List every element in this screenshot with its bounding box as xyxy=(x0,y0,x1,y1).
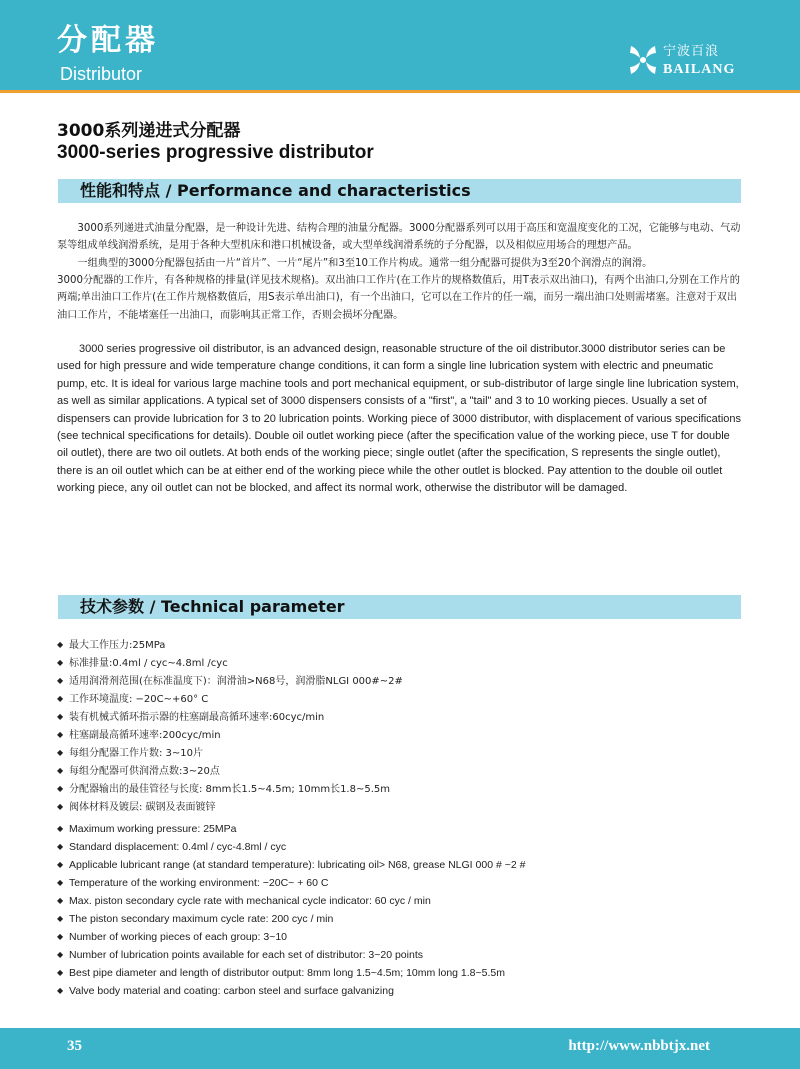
diamond-bullet-icon: ◆ xyxy=(57,968,64,977)
list-item: ◆ Number of working pieces of each group: 3~10 xyxy=(57,928,525,946)
section-heading-text: 性能和特点 / Performance and characteristics xyxy=(80,181,471,200)
logo-text-en: BAILANG xyxy=(663,62,736,77)
website-link[interactable]: http://www.nbbtjx.net xyxy=(568,1038,710,1054)
list-item: ◆ The piston secondary maximum cycle rate: 200 cyc / min xyxy=(57,910,525,928)
diamond-bullet-icon: ◆ xyxy=(57,766,64,775)
diamond-bullet-icon: ◆ xyxy=(57,802,64,811)
parameter-list-en xyxy=(57,820,525,1000)
list-item: ◆ Standard displacement: 0.4ml / cyc-4.8ml / cyc xyxy=(57,838,525,856)
list-item: ◆ 适用润滑剂范围(在标准温度下)：润滑油>N68号，润滑脂NLGI 000#~2# xyxy=(57,672,403,690)
description-cn-para-2: 一组典型的3000分配器包括由一片“首片”、一片“尾片”和3至10工作片构成。通常一组分配器可提供为3至20个润滑点的润滑。 xyxy=(77,258,653,269)
diamond-bullet-icon: ◆ xyxy=(57,712,64,721)
diamond-bullet-icon: ◆ xyxy=(57,932,64,941)
diamond-bullet-icon: ◆ xyxy=(57,896,64,905)
page-number: 35 xyxy=(67,1038,82,1054)
list-item: ◆ Number of lubrication points available for each set of distributor: 3~20 points xyxy=(57,946,525,964)
section-heading-performance xyxy=(58,179,741,203)
diamond-bullet-icon: ◆ xyxy=(57,986,64,995)
diamond-bullet-icon: ◆ xyxy=(57,748,64,757)
list-item: ◆ Maximum working pressure: 25MPa xyxy=(57,820,525,838)
page-header xyxy=(0,0,800,90)
diamond-bullet-icon: ◆ xyxy=(57,676,64,685)
list-item: ◆ 阀体材料及镀层: 碳钢及表面镀锌 xyxy=(57,798,403,816)
list-item: ◆ 工作环境温度: −20C~+60° C xyxy=(57,690,403,708)
list-item: ◆ 柱塞副最高循环速率:200cyc/min xyxy=(57,726,403,744)
page-footer xyxy=(0,1028,800,1069)
list-item: ◆ Valve body material and coating: carbon steel and surface galvanizing xyxy=(57,982,525,1000)
list-item: ◆ Applicable lubricant range (at standard temperature): lubricating oil> N68, grease NLGI 000 # ~2 # xyxy=(57,856,525,874)
diamond-bullet-icon: ◆ xyxy=(57,914,64,923)
section-heading-text: 技术参数 / Technical parameter xyxy=(80,597,345,616)
list-item: ◆ Max. piston secondary cycle rate with mechanical cycle indicator: 60 cyc / min xyxy=(57,892,525,910)
list-item: ◆ 每组分配器工作片数: 3~10片 xyxy=(57,744,403,762)
product-title-cn: 3000系列递进式分配器 xyxy=(57,121,241,141)
product-title-en: 3000-series progressive distributor xyxy=(57,142,374,163)
list-item: ◆ 每组分配器可供润滑点数:3~20点 xyxy=(57,762,403,780)
diamond-bullet-icon: ◆ xyxy=(57,860,64,869)
bailang-logo-icon xyxy=(628,42,658,78)
diamond-bullet-icon: ◆ xyxy=(57,694,64,703)
parameter-list-cn xyxy=(57,636,403,816)
description-cn-para-3: 3000分配器的工作片，有各种规格的排量(详见技术规格)。双出油口工作片(在工作片的规格数值后，用T表示双出油口)，有两个出油口,分别在工作片的两端;单出油口工作片(在工作片规格数值后，用S表示单出油口)，有一个出油口，它可以在工作片的任一端，而另一端出油口处则需堵塞。注意对于双出油口工作片，不能堵塞任一出油口，而影响其正常工作，否则会损坏分配器。 xyxy=(57,275,740,321)
diamond-bullet-icon: ◆ xyxy=(57,950,64,959)
diamond-bullet-icon: ◆ xyxy=(57,640,64,649)
description-en-para: 3000 series progressive oil distributor, is an advanced design, reasonable structure of the oil distributor.3000 distributor series can be used for high pressure and wide temperature change conditions, it can form a single line lubrication system with electric and pneumatic pump, etc. It is ideal for various large machine tools and port mechanical equipment, or sub-distributor of large single line lubrication system, as well as similar applications. A typical set of 3000 dispensers consists of a "first", a "tail" and 3 to 10 working pieces. Usually a set of dispensers can provide lubrication for 3 to 20 lubrication points. Working piece of 3000 distributor, with displacement of various specifications (see technical specifications for details). Double oil outlet working piece (after the specification value of the working piece, use T for double oil outlet), there are two oil outlets. At both ends of the working piece; single outlet (after the specification, S represents the single outlet), there is an oil outlet which can be at either end of the working piece while the other outlet is blocked. Pay attention to the double oil outlet working piece, any oil outlet can not be blocked, and affect its normal work, otherwise the distributor will be damaged. xyxy=(57,343,741,495)
logo-text-cn: 宁波百浪 xyxy=(663,44,720,59)
diamond-bullet-icon: ◆ xyxy=(57,824,64,833)
diamond-bullet-icon: ◆ xyxy=(57,878,64,887)
list-item: ◆ Temperature of the working environment: −20C~ + 60 C xyxy=(57,874,525,892)
list-item: ◆ Best pipe diameter and length of distributor output: 8mm long 1.5~4.5m; 10mm long 1.8~5.5m xyxy=(57,964,525,982)
section-heading-technical xyxy=(58,595,741,619)
diamond-bullet-icon: ◆ xyxy=(57,784,64,793)
list-item: ◆ 装有机械式循环指示器的柱塞副最高循环速率:60cyc/min xyxy=(57,708,403,726)
diamond-bullet-icon: ◆ xyxy=(57,730,64,739)
list-item: ◆ 最大工作压力:25MPa xyxy=(57,636,403,654)
header-title-en: Distributor xyxy=(60,64,143,84)
header-title-cn: 分配器 xyxy=(57,23,159,58)
list-item: ◆ 标准排量:0.4ml / cyc~4.8ml /cyc xyxy=(57,654,403,672)
diamond-bullet-icon: ◆ xyxy=(57,842,64,851)
description-cn-para-1: 3000系列递进式油量分配器，是一种设计先进、结构合理的油量分配器。3000分配器系列可以用于高压和宽温度变化的工况，它能够与电动、气动泵等组成单线润滑系统，是用于各种大型机床和港口机械设备，或大型单线润滑系统的子分配器，以及相似应用场合的理想产品。 xyxy=(57,223,741,252)
diamond-bullet-icon: ◆ xyxy=(57,658,64,667)
list-item: ◆ 分配器输出的最佳管径与长度: 8mm长1.5~4.5m; 10mm长1.8~5.5m xyxy=(57,780,403,798)
header-accent-line xyxy=(0,90,800,93)
